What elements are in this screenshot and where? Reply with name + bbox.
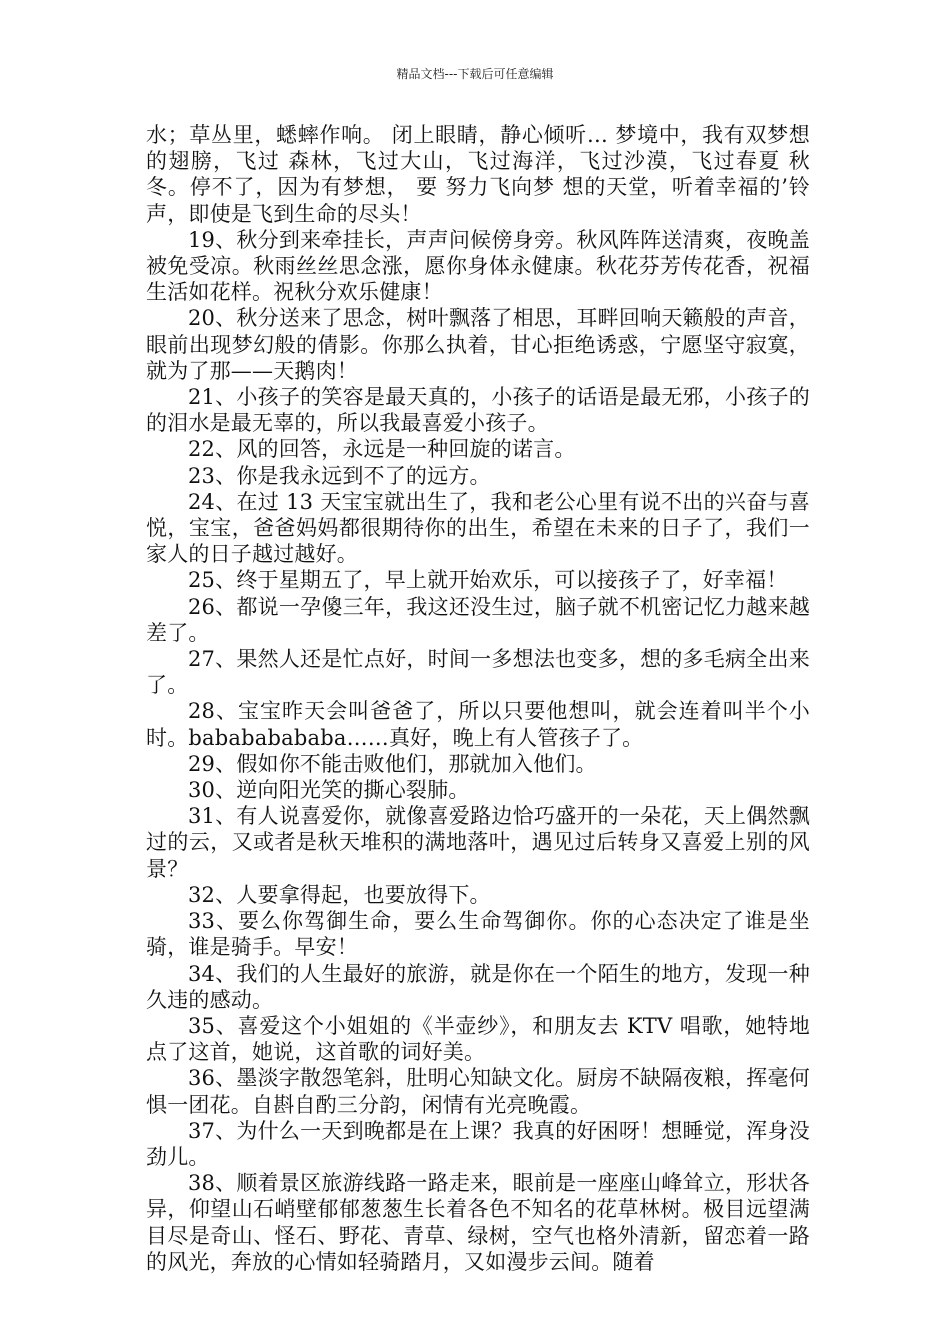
paragraph-22: 22、风的回答，永远是一种回旋的诺言。 (188, 437, 576, 462)
paragraph-29: 29、假如你不能击败他们，那就加入他们。 (188, 751, 597, 776)
paragraph-37: 37、为什么一天到晚都是在上课？我真的好困呀！想睡觉，浑身没劲儿。 (146, 1118, 810, 1169)
paragraph-26: 26、都说一孕傻三年，我这还没生过，脑子就不机密记忆力越来越差了。 (146, 594, 810, 645)
paragraph-25: 25、终于星期五了，早上就开始欢乐，可以接孩子了，好幸福！ (188, 568, 788, 593)
paragraph-23: 23、你是我永远到不了的远方。 (188, 463, 491, 488)
document-body (146, 122, 810, 1275)
paragraph-32: 32、人要拿得起，也要放得下。 (188, 882, 491, 907)
paragraph-36: 36、墨淡字散怨笔斜，肚明心知缺文化。厨房不缺隔夜粮，挥毫何惧一团花。自斟自酌三分韵，闲情有光亮晚霞。 (146, 1066, 810, 1117)
paragraph-31: 31、有人说喜爱你，就像喜爱路边恰巧盛开的一朵花，天上偶然飘过的云，又或者是秋天堆积的满地落叶，遇见过后转身又喜爱上别的风景？ (146, 804, 810, 881)
paragraph-21: 21、小孩子的笑容是最天真的，小孩子的话语是最无邪，小孩子的的泪水是最无辜的，所以我最喜爱小孩子。 (146, 385, 810, 436)
paragraph-28: 28、宝宝昨天会叫爸爸了，所以只要他想叫，就会连着叫半个小时。babababababa……真好，晚上有人管孩子了。 (146, 699, 810, 750)
paragraph-20: 20、秋分送来了思念，树叶飘落了相思，耳畔回响天籁般的声音，眼前出现梦幻般的倩影。你那么执着，甘心拒绝诱惑，宁愿坚守寂寞，就为了那——天鹅肉！ (146, 306, 810, 383)
paragraph-27: 27、果然人还是忙点好，时间一多想法也变多，想的多毛病全出来了。 (146, 647, 810, 698)
paragraph-continuation: 水；草丛里，蟋蟀作响。 闭上眼睛，静心倾听… 梦境中，我有双梦想的翅膀，飞过 森林，飞过大山，飞过海洋，飞过沙漠，飞过春夏 秋冬。停不了，因为有梦想， 要 努力飞向梦 想的天堂，听着幸福的’铃声，即使是飞到生命的尽头！ (146, 123, 810, 226)
page-header: 精品文档---下载后可任意编辑 (396, 67, 554, 81)
paragraph-24: 24、在过 13 天宝宝就出生了，我和老公心里有说不出的兴奋与喜悦，宝宝，爸爸妈妈都很期待你的出生，希望在未来的日子了，我们一家人的日子越过越好。 (146, 489, 810, 567)
paragraph-30: 30、逆向阳光笑的撕心裂肺。 (188, 778, 470, 803)
paragraph-38: 38、顺着景区旅游线路一路走来，眼前是一座座山峰耸立，形状各异，仰望山石峭壁郁郁葱葱生长着各色不知名的花草林树。极目远望满目尽是奇山、怪石、野花、青草、绿树，空气也格外清新，留恋着一路的风光，奔放的心情如轻骑踏月，又如漫步云间。随着 (146, 1171, 810, 1274)
paragraph-34: 34、我们的人生最好的旅游，就是你在一个陌生的地方，发现一种久违的感动。 (146, 961, 810, 1012)
paragraph-33: 33、要么你驾御生命，要么生命驾御你。你的心态决定了谁是坐骑，谁是骑手。早安！ (146, 909, 810, 960)
paragraph-35: 35、喜爱这个小姐姐的《半壶纱》，和朋友去 KTV 唱歌，她特地点了这首，她说，这首歌的词好美。 (146, 1013, 810, 1065)
paragraph-19: 19、秋分到来牵挂长，声声问候傍身旁。秋风阵阵送清爽，夜晚盖被免受凉。秋雨丝丝思念涨，愿你身体永健康。秋花芬芳传花香，祝福生活如花样。祝秋分欢乐健康！ (146, 227, 810, 305)
